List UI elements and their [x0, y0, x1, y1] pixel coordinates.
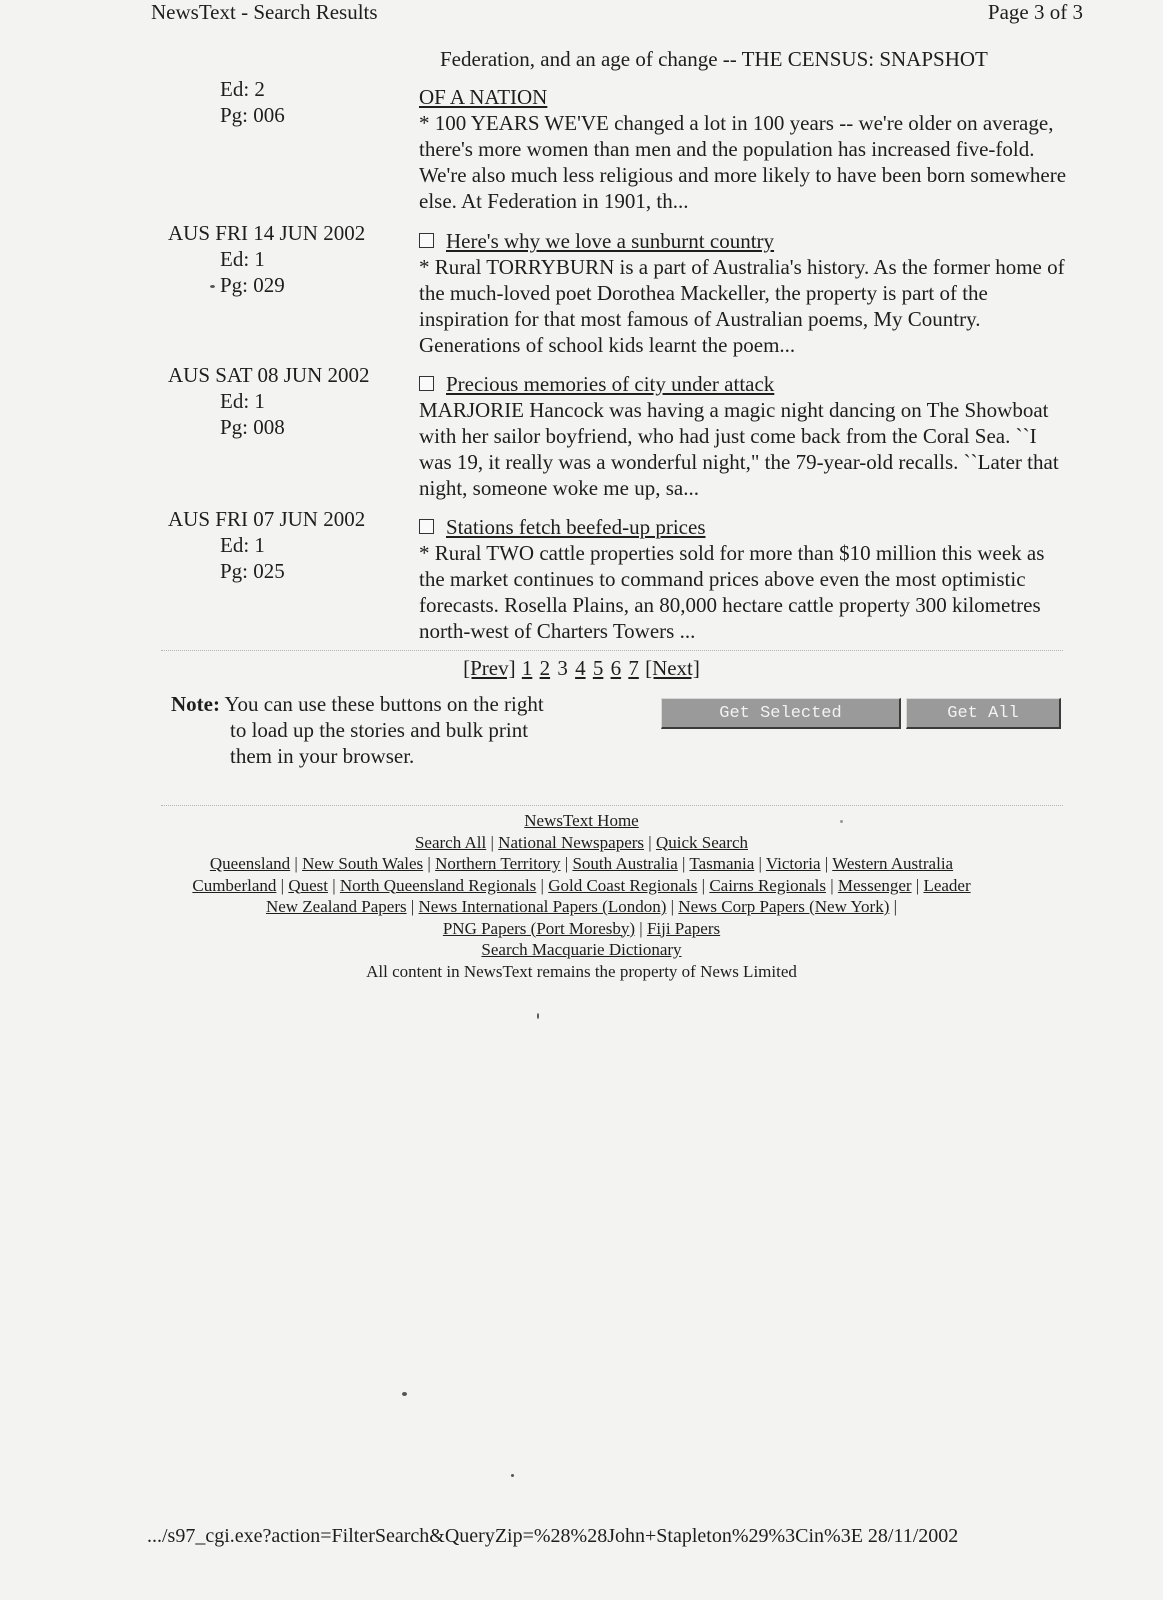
pagination-next-link[interactable]: [Next] [645, 656, 700, 680]
divider [161, 650, 1063, 651]
result-title-link[interactable]: OF A NATION [419, 85, 548, 109]
result-title-link[interactable]: Precious memories of city under attack [446, 372, 775, 396]
result-edition: Ed: 1 [220, 389, 265, 413]
result-title-link[interactable]: Stations fetch beefed-up prices [446, 515, 706, 539]
footer-link[interactable]: Messenger [837, 875, 912, 895]
footer-nav: NewsText Home Search All | National Newspapers | Quick Search Queensland | New South Wales | Northern Territory | South Australia | Tasmania | Victoria | Western Australia Cumberland | Quest | North Queensland Regionals | Gold Coast Regionals | Cairns Regionals | Messenger | Leader New Zealand Papers | News International Papers (London) | News Corp Papers (New York) | PNG Papers (Port Moresby) | Fiji Papers Search Macquarie Dictionary All content in NewsText remains the property of News Limited [0, 810, 1163, 982]
result-edition: Ed: 1 [220, 533, 265, 557]
scan-speck [210, 285, 215, 288]
pagination-page-link[interactable]: 6 [610, 656, 622, 680]
footer-link[interactable]: Victoria [765, 854, 821, 873]
result-meta [168, 76, 398, 128]
result-meta [168, 362, 398, 440]
pagination [0, 656, 1163, 681]
pagination-current-page: 3 [557, 656, 568, 680]
pagination-page-link[interactable]: 1 [521, 656, 533, 680]
pagination-page-link[interactable]: 5 [592, 656, 604, 680]
scan-speck [402, 1392, 407, 1396]
print-url-footer: .../s97_cgi.exe?action=FilterSearch&QueryZip=%28%28John+Stapleton%29%3Cin%3E 28/11/2002 [147, 1525, 959, 1547]
scan-speck [840, 820, 843, 823]
note-line: to load up the stories and bulk print [230, 718, 529, 742]
result-snippet: MARJORIE Hancock was having a magic night dancing on The Showboat with her sailor boyfriend, who had just come back from the Coral Sea. ``I was 19, it really was a wonderful night," the 79-year-old recalls. ``Later that night, someone woke me up, sa... [419, 398, 1059, 500]
result-edition: Ed: 2 [220, 77, 265, 101]
result-page: Pg: 029 [220, 273, 285, 297]
print-header-title: NewsText - Search Results [151, 0, 378, 24]
result-story [419, 371, 1069, 501]
footer-link[interactable]: Fiji Papers [646, 918, 721, 938]
result-story [419, 84, 1069, 214]
result-page: Pg: 006 [220, 103, 285, 127]
result-page: Pg: 025 [220, 559, 285, 583]
result-date: AUS FRI 14 JUN 2002 [168, 221, 366, 245]
pagination-page-link[interactable]: 2 [539, 656, 551, 680]
get-all-button[interactable]: Get All [906, 698, 1061, 729]
footer-copyright: All content in NewsText remains the property of News Limited [366, 961, 797, 981]
result-select-checkbox[interactable] [419, 519, 434, 534]
scan-speck [537, 1013, 539, 1019]
footer-link[interactable]: News Corp Papers (New York) [678, 897, 890, 916]
result-meta [168, 506, 398, 584]
scan-speck [511, 1474, 514, 1477]
result-title-link[interactable]: Here's why we love a sunburnt country [446, 229, 775, 253]
footer-link[interactable]: Quest [288, 875, 328, 895]
result-date: AUS SAT 08 JUN 2002 [168, 363, 370, 387]
note-line: them in your browser. [230, 744, 415, 768]
result-select-checkbox[interactable] [419, 233, 434, 248]
print-page-number: Page 3 of 3 [987, 0, 1083, 24]
footer-link[interactable]: South Australia [572, 854, 678, 873]
footer-link[interactable]: News International Papers (London) [418, 897, 667, 916]
note-label: Note: [171, 692, 220, 716]
footer-link[interactable]: Northern Territory [435, 854, 561, 873]
pagination-prev-link[interactable]: [Prev] [463, 656, 516, 680]
footer-link[interactable]: Tasmania [689, 854, 755, 873]
footer-link[interactable]: Cumberland [192, 875, 277, 895]
footer-link[interactable]: PNG Papers (Port Moresby) [442, 918, 636, 938]
footer-link[interactable]: New Zealand Papers [265, 897, 407, 916]
footer-link[interactable]: National Newspapers [498, 832, 645, 852]
result-meta [168, 220, 398, 298]
footer-link[interactable]: Quick Search [655, 832, 749, 852]
result-title-cut: Federation, and an age of change -- THE CENSUS: SNAPSHOT [440, 47, 988, 71]
pagination-page-link[interactable]: 4 [575, 656, 586, 680]
footer-link[interactable]: Leader [923, 875, 971, 895]
footer-link[interactable]: Queensland [209, 854, 291, 873]
result-page: Pg: 008 [220, 415, 285, 439]
footer-link-home[interactable]: NewsText Home [524, 811, 639, 830]
pagination-page-link[interactable]: 7 [628, 656, 639, 680]
footer-link[interactable]: Search All [414, 832, 487, 852]
footer-link-dictionary[interactable]: Search Macquarie Dictionary [481, 940, 682, 959]
footer-link[interactable]: Gold Coast Regionals [548, 875, 698, 895]
divider [161, 805, 1063, 806]
bulk-print-note [171, 691, 601, 769]
footer-link[interactable]: Cairns Regionals [709, 875, 826, 895]
get-selected-button[interactable]: Get Selected [661, 698, 901, 729]
footer-link[interactable]: North Queensland Regionals [339, 875, 537, 895]
footer-link[interactable]: New South Wales [302, 854, 424, 873]
result-edition: Ed: 1 [220, 247, 265, 271]
result-snippet: * Rural TWO cattle properties sold for more than $10 million this week as the market continues to command prices above even the most optimistic forecasts. Rosella Plains, an 80,000 hectare cattle property 300 kilometres north-west of Charters Towers ... [419, 541, 1045, 643]
result-story [419, 514, 1069, 644]
result-snippet: * 100 YEARS WE'VE changed a lot in 100 years -- we're older on average, there's more women than men and the population has increased five-fold. We're also much less religious and more likely to have been born somewhere else. At Federation in 1901, th... [419, 111, 1067, 213]
result-select-checkbox[interactable] [419, 376, 434, 391]
result-story [419, 228, 1069, 358]
note-line: You can use these buttons on the right [224, 692, 544, 716]
footer-link[interactable]: Western Australia [832, 854, 954, 873]
result-snippet: * Rural TORRYBURN is a part of Australia's history. As the former home of the much-loved poet Dorothea Mackeller, the property is part of the inspiration for that most famous of Australian poems, My Country. Generations of school kids learnt the poem... [419, 255, 1065, 357]
result-date: AUS FRI 07 JUN 2002 [168, 507, 366, 531]
